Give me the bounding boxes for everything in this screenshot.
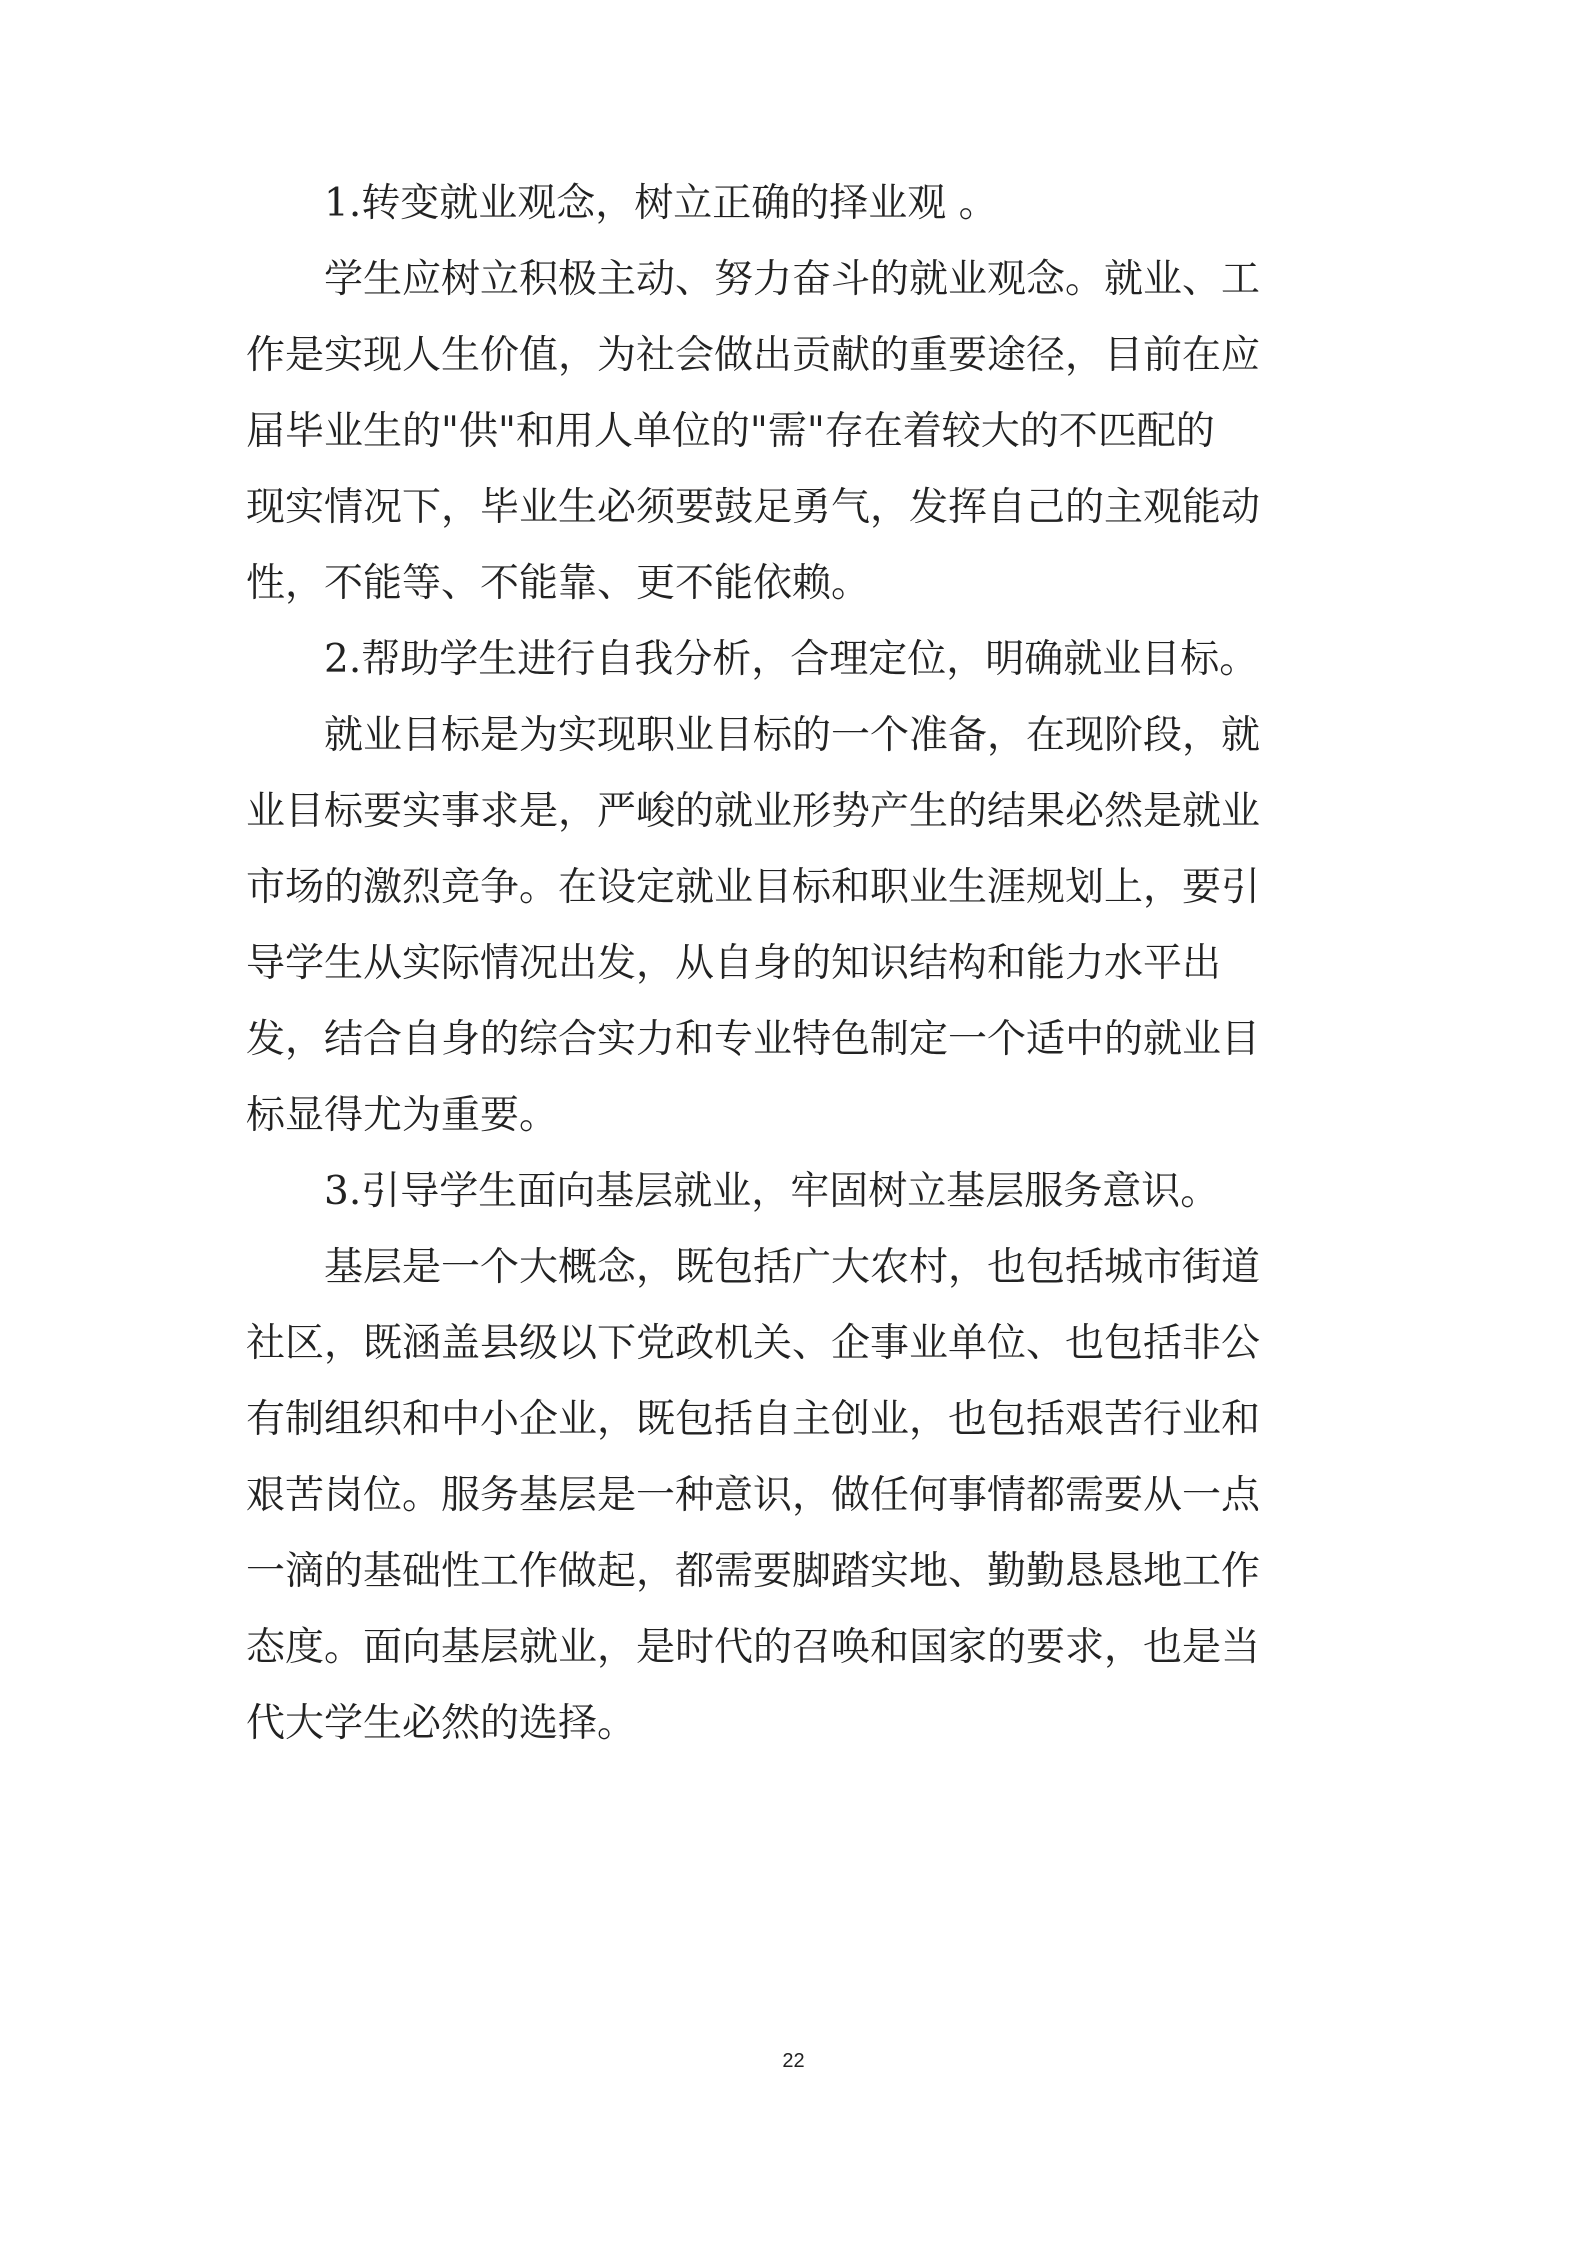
page-number: 22 bbox=[782, 2050, 805, 2072]
section-heading: 3.引导学生面向基层就业，牢固树立基层服务意识。 bbox=[324, 1169, 1220, 1214]
paragraph-line: 就业目标是为实现职业目标的一个准备，在现阶段，就 bbox=[324, 713, 1261, 758]
paragraph-line: 标显得尤为重要。 bbox=[246, 1093, 559, 1138]
section-3 bbox=[246, 1154, 1350, 1762]
section-heading: 1.转变就业观念，树立正确的择业观 。 bbox=[324, 181, 998, 226]
section-2 bbox=[246, 622, 1350, 1154]
paragraph-line: 业目标要实事求是，严峻的就业形势产生的结果必然是就业 bbox=[246, 789, 1261, 834]
paragraph-line: 性，不能等、不能靠、更不能依赖。 bbox=[246, 561, 871, 606]
paragraph-line: 作是实现人生价值，为社会做出贡献的重要途径，目前在应 bbox=[246, 333, 1261, 378]
section-heading: 2.帮助学生进行自我分析，合理定位，明确就业目标。 bbox=[324, 637, 1259, 682]
paragraph-line: 届毕业生的"供"和用人单位的"需"存在着较大的不匹配的 bbox=[246, 409, 1215, 454]
paragraph-line: 代大学生必然的选择。 bbox=[246, 1701, 637, 1746]
paragraph-line: 学生应树立积极主动、努力奋斗的就业观念。就业、工 bbox=[324, 257, 1261, 302]
paragraph-line: 现实情况下，毕业生必须要鼓足勇气，发挥自己的主观能动 bbox=[246, 485, 1261, 530]
paragraph-line: 一滴的基础性工作做起，都需要脚踏实地、勤勤恳恳地工作 bbox=[246, 1549, 1261, 1594]
section-1 bbox=[246, 166, 1350, 622]
paragraph-line: 艰苦岗位。服务基层是一种意识，做任何事情都需要从一点 bbox=[246, 1473, 1261, 1518]
paragraph-line: 态度。面向基层就业，是时代的召唤和国家的要求，也是当 bbox=[246, 1625, 1261, 1670]
paragraph-line: 导学生从实际情况出发，从自身的知识结构和能力水平出 bbox=[246, 941, 1222, 986]
paragraph-line: 市场的激烈竞争。在设定就业目标和职业生涯规划上，要引 bbox=[246, 865, 1261, 910]
paragraph-line: 有制组织和中小企业，既包括自主创业，也包括艰苦行业和 bbox=[246, 1397, 1261, 1442]
paragraph-line: 发，结合自身的综合实力和专业特色制定一个适中的就业目 bbox=[246, 1017, 1261, 1062]
paragraph-line: 社区，既涵盖县级以下党政机关、企事业单位、也包括非公 bbox=[246, 1321, 1261, 1366]
paragraph-line: 基层是一个大概念，既包括广大农村，也包括城市街道 bbox=[324, 1245, 1261, 1290]
document-body bbox=[246, 166, 1350, 1762]
